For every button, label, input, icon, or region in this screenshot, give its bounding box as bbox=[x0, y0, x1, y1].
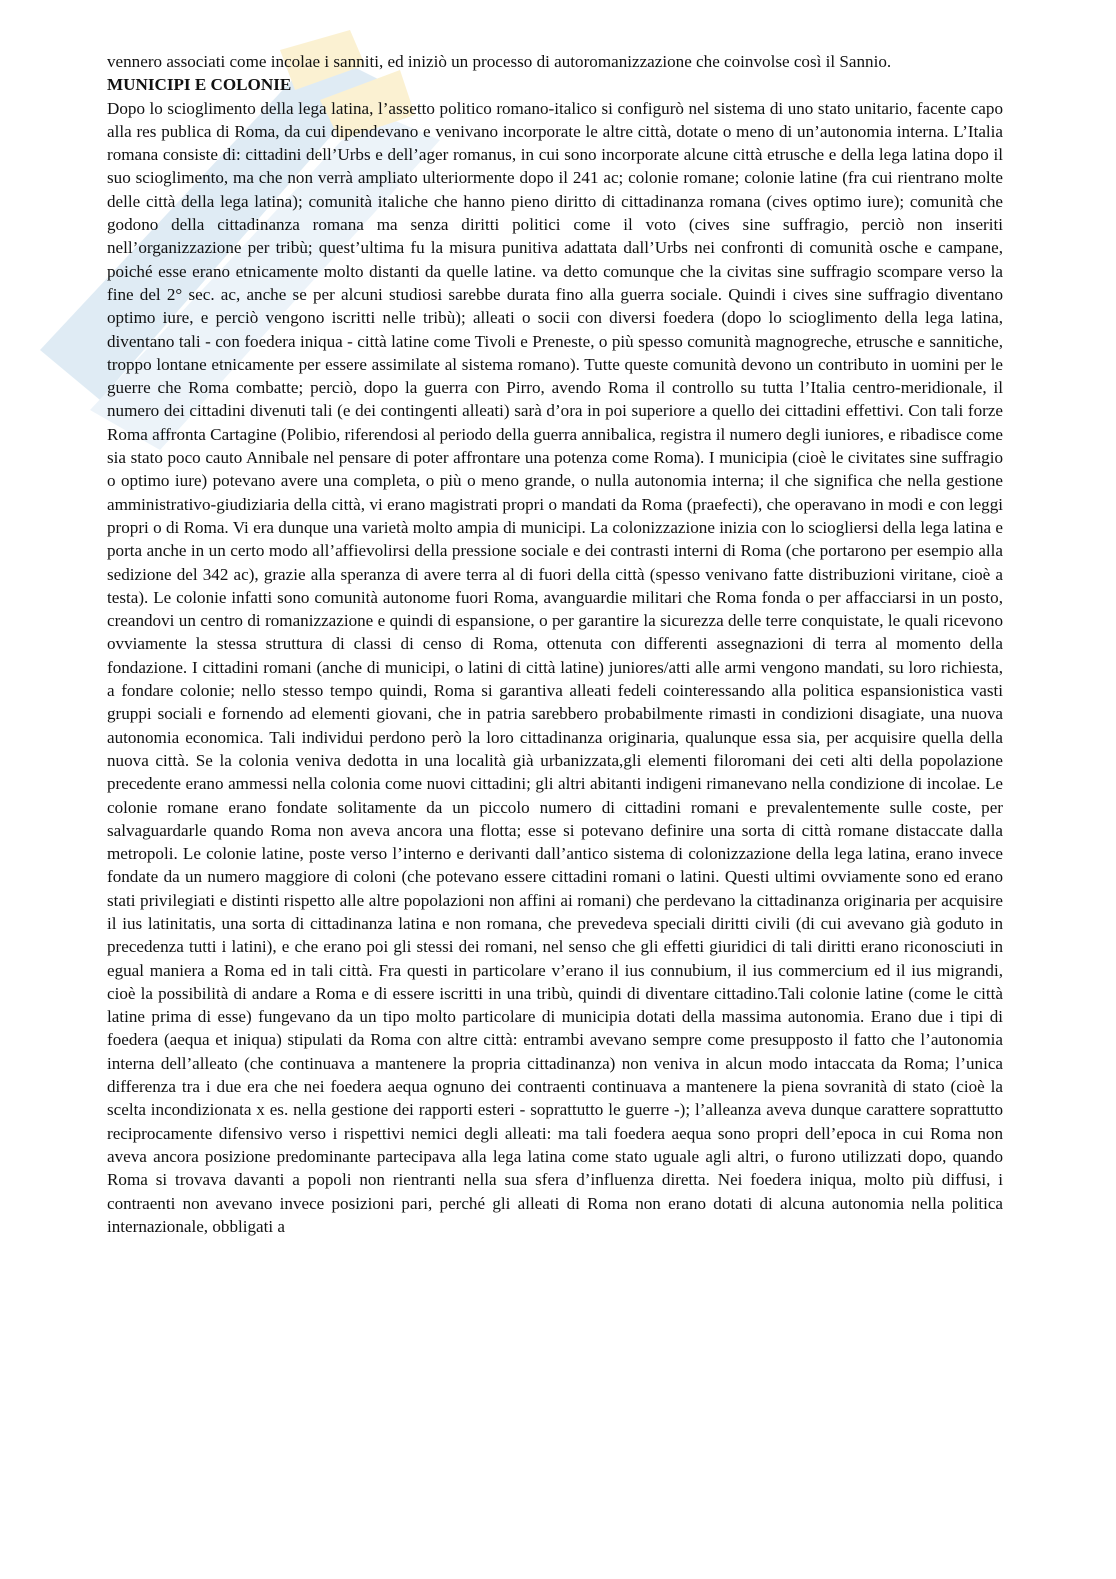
document-text bbox=[107, 50, 1003, 1238]
section-heading: MUNICIPI E COLONIE bbox=[107, 75, 292, 95]
body-paragraph: Dopo lo scioglimento della lega latina, l’assetto politico romano-italico si configurò nel sistema di uno stato unitario, facente capo alla res publica di Roma, da cui dipendevano e venivano incorporate le altre città, dotate o meno di un’autonomia interna. L’Italia romana consiste di: cittadini dell’Urbs e dell’ager romanus, in cui sono incorporate alcune città etrusche e della lega latina dopo il suo scioglimento, ma che non verrà ampliato ulteriormente dopo il 241 ac; colonie romane; colonie latine (fra cui rientrano molte delle città della lega latina); comunità italiche che hanno pieno diritto di cittadinanza romana (cives optimo iure); comunità che godono della cittadinanza romana ma senza diritti politici come il voto (cives sine suffragio, perciò non inseriti nell’organizzazione per tribù; quest’ultima fu la misura punitiva adattata dall’Urbs nei confronti di comunità osche e campane, poiché esse erano etnicamente molto distanti da quelle latine. va detto comunque che la civitas sine suffragio scompare verso la fine del 2° sec. ac, anche se per alcuni studiosi sarebbe durata fino alla guerra sociale. Quindi i cives sine suffragio diventano optimo iure, e perciò vengono iscritti nelle tribù); alleati o socii con diversi foedera (dopo lo scioglimento della lega latina, diventano tali - con foedera iniqua - città latine come Tivoli e Preneste, o più spesso comunità magnogreche, etrusche e sannitiche, troppo lontane etnicamente per essere assimilate al sistema romano). Tutte queste comunità devono un contributo in uomini per le guerre che Roma combatte; perciò, dopo la guerra con Pirro, avendo Roma il controllo su tutta l’Italia centro-meridionale, il numero dei cittadini divenuti tali (e dei contingenti alleati) sarà d’ora in poi superiore a quello dei cittadini effettivi. Con tali forze Roma affronta Cartagine (Polibio, riferendosi al periodo della guerra annibalica, registra il numero degli iuniores, e ribadisce come sia stato poco cauto Annibale nel pensare di poter affrontare una potenza come Roma). I municipia (cioè le civitates sine suffragio o optimo iure) potevano avere una completa, o più o meno grande, o nulla autonomia interna; il che significa che nella gestione amministrativo-giudiziaria della città, vi erano magistrati propri o mandati da Roma (praefecti), che operavano in modi e con leggi propri o di Roma. Vi era dunque una varietà molto ampia di municipi. La colonizzazione inizia con lo sciogliersi della lega latina e porta anche in un certo modo all’affievolirsi della pressione sociale e dei contrasti interni di Roma (che portarono per esempio alla sedizione del 342 ac), grazie alla speranza di avere terra al di fuori della città (spesso venivano fatte distribuzioni viritane, cioè a testa). Le colonie infatti sono comunità autonome fuori Roma, avanguardie militari che Roma fonda o per affacciarsi in un posto, creandovi un centro di romanizzazione e quindi di espansione, o per garantire la sicurezza delle terre conquistate, le quali ricevono ovviamente la stessa struttura di classi di censo di Roma, ottenuta con differenti assegnazioni di terra al momento della fondazione. I cittadini romani (anche di municipi, o latini di città latine) juniores/atti alle armi vengono mandati, su loro richiesta, a fondare colonie; nello stesso tempo quindi, Roma si garantiva alleati fedeli cointeressando alla politica espansionistica vasti gruppi sociali e fornendo ad elementi giovani, che in patria sarebbero probabilmente rimasti in condizioni disagiate, una nuova autonomia economica. Tali individui perdono però la loro cittadinanza originaria, qualunque essa sia, per acquisire quella della nuova città. Se la colonia veniva dedotta in una località già urbanizzata,gli elementi filoromani dei ceti alti della popolazione precedente erano ammessi nella colonia come nuovi cittadini; gli altri abitanti indigeni rimanevano nella condizione di incolae. Le colonie romane erano fondate solitamente da un piccolo numero di cittadini romani e prevalentemente sulle coste, per salvaguardarle quando Roma non aveva ancora una flotta; esse si potevano definire una sorta di città romane distaccate dalla metropoli. Le colonie latine, poste verso l’interno e derivanti dall’antico sistema di colonizzazione della lega latina, erano invece fondate da un numero maggiore di coloni (che potevano essere cittadini romani o latini. Questi ultimi ovviamente sono ed erano stati privilegiati e distinti rispetto alle altre popolazioni non affini ai romani) che perdevano la cittadinanza originaria per acquisire il ius latinitatis, una sorta di cittadinanza latina e non romana, che prevedeva speciali diritti civili (di cui avevano già goduto in precedenza tutti i latini), e che erano poi gli stessi dei romani, nel senso che gli effetti giuridici di tali diritti erano riconosciuti in egual maniera a Roma ed in tali città. Fra questi in particolare v’erano il ius connubium, il ius commercium ed il ius migrandi, cioè la possibilità di andare a Roma e di essere iscritti in una tribù, quindi di diventare cittadino.Tali colonie latine (come le città latine prima di esse) fungevano da un tipo molto particolare di municipia dotati della massima autonomia. Erano due i tipi di foedera (aequa et iniqua) stipulati da Roma con altre città: entrambi avevano sempre come presupposto il fatto che l’autonomia interna dell’alleato (che continuava a mantenere la propria cittadinanza) non veniva in alcun modo intaccata da Roma; l’unica differenza tra i due era che nei foedera aequa ognuno dei contraenti continuava a mantenere la piena sovranità di stato (cioè la scelta incondizionata x es. nella gestione dei rapporti esteri - soprattutto le guerre -); l’alleanza aveva dunque carattere soprattutto reciprocamente difensivo verso i rispettivi nemici degli alleati: ma tali foedera aequa sono propri dell’epoca in cui Roma non aveva ancora posizione predominante partecipava alla lega latina come stato uguale agli altri, o furono utilizzati dopo, quando Roma si trovava davanti a popoli non rientranti nella sua sfera d’influenza diretta. Nei foedera iniqua, molto più diffusi, i contraenti non avevano invece posizioni pari, perché gli alleati di Roma non erano dotati di alcuna autonomia nella politica internazionale, obbligati a bbox=[107, 98, 1003, 1236]
intro-paragraph: vennero associati come incolae i sanniti, ed iniziò un processo di autoromanizzazione che coinvolse così il Sannio. bbox=[107, 52, 892, 71]
